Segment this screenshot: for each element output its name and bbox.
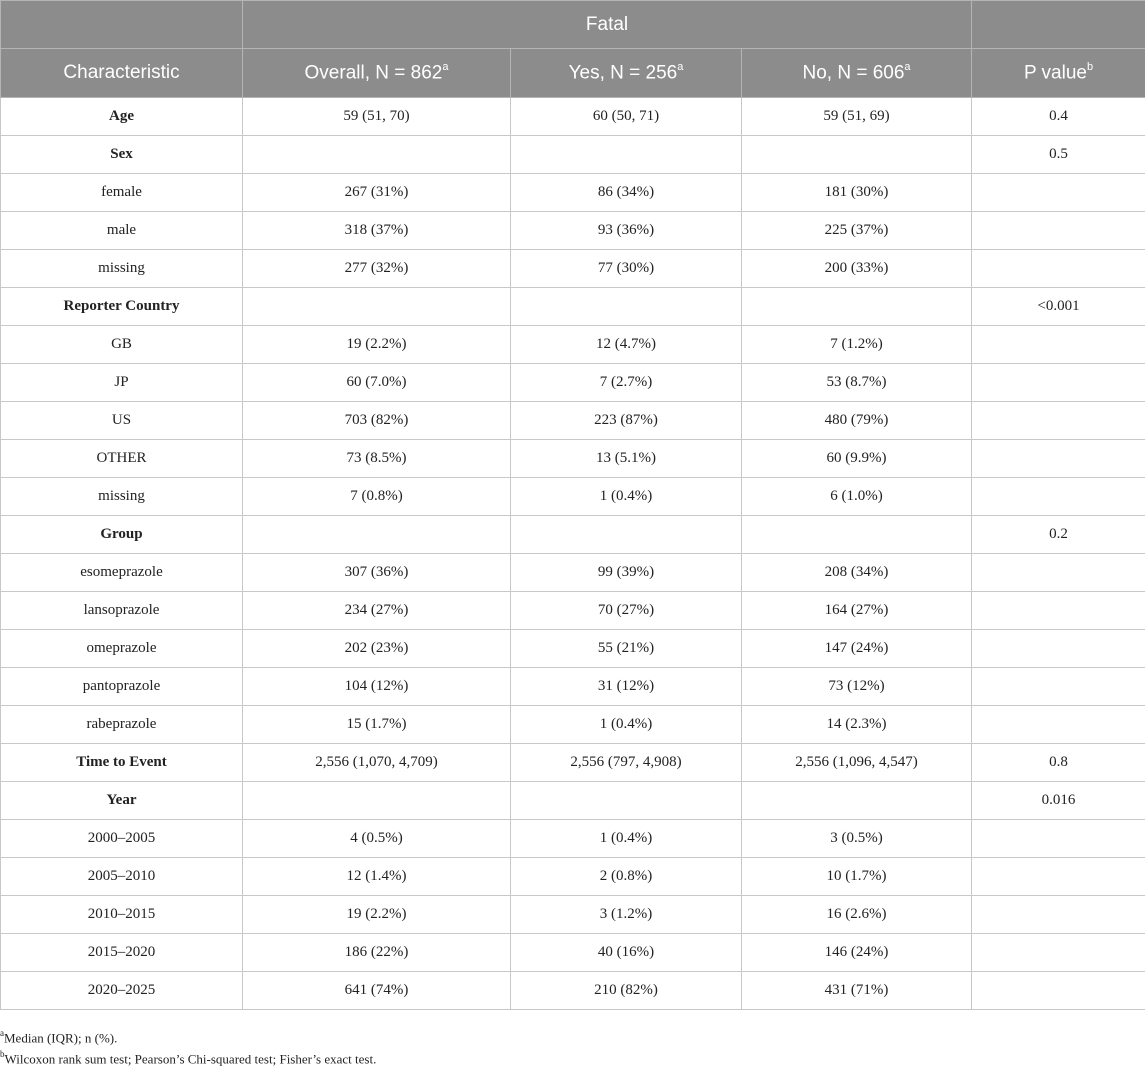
level-row [1,706,1145,744]
characteristic-cell: esomeprazole [1,554,243,592]
variable-row [1,516,1145,554]
overall-cell: 703 (82%) [243,402,511,440]
level-row [1,668,1145,706]
spanner-empty [972,1,1145,49]
overall-cell: 307 (36%) [243,554,511,592]
no-cell: 164 (27%) [742,592,972,630]
characteristic-cell: 2020–2025 [1,972,243,1010]
yes-cell [511,288,742,326]
overall-cell: 277 (32%) [243,250,511,288]
overall-cell: 234 (27%) [243,592,511,630]
footnote-marker: a [442,61,448,73]
characteristic-cell: Reporter Country [1,288,243,326]
yes-cell: 7 (2.7%) [511,364,742,402]
p-value-cell [972,934,1145,972]
p-value-cell [972,402,1145,440]
p-value-cell [972,972,1145,1010]
no-cell: 208 (34%) [742,554,972,592]
no-cell [742,288,972,326]
characteristic-cell: Time to Event [1,744,243,782]
yes-cell: 223 (87%) [511,402,742,440]
overall-cell: 60 (7.0%) [243,364,511,402]
yes-cell: 2,556 (797, 4,908) [511,744,742,782]
no-cell: 200 (33%) [742,250,972,288]
characteristic-cell: male [1,212,243,250]
overall-cell: 104 (12%) [243,668,511,706]
characteristic-cell: Group [1,516,243,554]
yes-cell: 70 (27%) [511,592,742,630]
yes-cell: 3 (1.2%) [511,896,742,934]
footnote-text: Median (IQR); n (%). [4,1030,117,1045]
yes-cell: 1 (0.4%) [511,820,742,858]
no-cell [742,136,972,174]
overall-cell: 2,556 (1,070, 4,709) [243,744,511,782]
column-header-label: Yes, N = 256 [569,62,678,83]
p-value-cell [972,858,1145,896]
overall-cell: 15 (1.7%) [243,706,511,744]
overall-cell [243,136,511,174]
no-cell: 2,556 (1,096, 4,547) [742,744,972,782]
footnotes [0,1024,1145,1066]
footnote [0,1045,1145,1066]
p-value-cell [972,440,1145,478]
characteristic-cell: 2000–2005 [1,820,243,858]
p-value-cell [972,250,1145,288]
yes-cell: 99 (39%) [511,554,742,592]
p-value-cell [972,820,1145,858]
column-header-characteristic [1,49,243,98]
column-header-overall [243,49,511,98]
level-row [1,478,1145,516]
column-header-label: P value [1024,62,1087,83]
no-cell: 14 (2.3%) [742,706,972,744]
overall-cell: 318 (37%) [243,212,511,250]
p-value-cell [972,212,1145,250]
variable-row [1,136,1145,174]
no-cell [742,516,972,554]
p-value-cell: 0.4 [972,98,1145,136]
yes-cell: 1 (0.4%) [511,706,742,744]
yes-cell: 210 (82%) [511,972,742,1010]
yes-cell: 55 (21%) [511,630,742,668]
p-value-cell [972,478,1145,516]
level-row [1,326,1145,364]
level-row [1,364,1145,402]
spanner-empty [1,1,243,49]
footnote-marker: a [677,61,683,73]
level-row [1,630,1145,668]
characteristic-cell: missing [1,478,243,516]
yes-cell: 13 (5.1%) [511,440,742,478]
fatal-spanner-header: Fatal [243,1,972,49]
overall-cell: 19 (2.2%) [243,326,511,364]
overall-cell: 186 (22%) [243,934,511,972]
overall-cell: 641 (74%) [243,972,511,1010]
no-cell: 225 (37%) [742,212,972,250]
footnote-marker: a [0,1028,4,1038]
no-cell: 480 (79%) [742,402,972,440]
characteristic-cell: JP [1,364,243,402]
level-row [1,934,1145,972]
characteristic-cell: US [1,402,243,440]
level-row [1,402,1145,440]
characteristic-cell: OTHER [1,440,243,478]
no-cell: 59 (51, 69) [742,98,972,136]
overall-cell: 7 (0.8%) [243,478,511,516]
variable-row [1,782,1145,820]
level-row [1,174,1145,212]
variable-row [1,288,1145,326]
characteristic-cell: rabeprazole [1,706,243,744]
overall-cell [243,516,511,554]
column-header-no [742,49,972,98]
overall-cell: 73 (8.5%) [243,440,511,478]
yes-cell [511,136,742,174]
overall-cell: 12 (1.4%) [243,858,511,896]
no-cell: 146 (24%) [742,934,972,972]
level-row [1,250,1145,288]
no-cell: 73 (12%) [742,668,972,706]
yes-cell [511,782,742,820]
overall-cell: 59 (51, 70) [243,98,511,136]
yes-cell: 60 (50, 71) [511,98,742,136]
p-value-cell: <0.001 [972,288,1145,326]
characteristic-cell: 2015–2020 [1,934,243,972]
p-value-cell [972,706,1145,744]
column-header-label: Overall, N = 862 [305,62,443,83]
no-cell [742,782,972,820]
yes-cell: 31 (12%) [511,668,742,706]
p-value-cell: 0.016 [972,782,1145,820]
p-value-cell [972,364,1145,402]
footnote-marker: a [904,61,910,73]
level-row [1,820,1145,858]
no-cell: 16 (2.6%) [742,896,972,934]
p-value-cell [972,668,1145,706]
overall-cell [243,288,511,326]
p-value-cell [972,592,1145,630]
characteristic-cell: 2005–2010 [1,858,243,896]
p-value-cell: 0.2 [972,516,1145,554]
no-cell: 147 (24%) [742,630,972,668]
footnote [0,1024,1145,1045]
overall-cell: 267 (31%) [243,174,511,212]
yes-cell: 2 (0.8%) [511,858,742,896]
variable-row [1,744,1145,782]
characteristic-cell: Sex [1,136,243,174]
no-cell: 6 (1.0%) [742,478,972,516]
characteristic-cell: female [1,174,243,212]
footnote-marker: b [0,1049,5,1059]
p-value-cell: 0.8 [972,744,1145,782]
no-cell: 10 (1.7%) [742,858,972,896]
column-header-label: Characteristic [63,62,179,83]
no-cell: 7 (1.2%) [742,326,972,364]
footnote-text: Wilcoxon rank sum test; Pearson’s Chi-squared test; Fisher’s exact test. [5,1051,377,1066]
level-row [1,896,1145,934]
characteristic-cell: pantoprazole [1,668,243,706]
overall-cell: 202 (23%) [243,630,511,668]
yes-cell: 12 (4.7%) [511,326,742,364]
footnote-marker: b [1087,61,1093,73]
characteristic-cell: 2010–2015 [1,896,243,934]
no-cell: 181 (30%) [742,174,972,212]
yes-cell: 40 (16%) [511,934,742,972]
no-cell: 53 (8.7%) [742,364,972,402]
characteristic-cell: Year [1,782,243,820]
p-value-cell [972,174,1145,212]
yes-cell: 93 (36%) [511,212,742,250]
level-row [1,858,1145,896]
column-header-yes [511,49,742,98]
level-row [1,592,1145,630]
yes-cell: 77 (30%) [511,250,742,288]
column-header-p-value [972,49,1145,98]
no-cell: 431 (71%) [742,972,972,1010]
level-row [1,440,1145,478]
p-value-cell [972,554,1145,592]
overall-cell: 19 (2.2%) [243,896,511,934]
p-value-cell: 0.5 [972,136,1145,174]
characteristic-cell: missing [1,250,243,288]
no-cell: 60 (9.9%) [742,440,972,478]
level-row [1,212,1145,250]
level-row [1,972,1145,1010]
variable-row [1,98,1145,136]
overall-cell: 4 (0.5%) [243,820,511,858]
characteristic-cell: lansoprazole [1,592,243,630]
p-value-cell [972,896,1145,934]
overall-cell [243,782,511,820]
level-row [1,554,1145,592]
characteristic-cell: GB [1,326,243,364]
column-header-label: No, N = 606 [802,62,904,83]
yes-cell: 86 (34%) [511,174,742,212]
characteristic-cell: Age [1,98,243,136]
p-value-cell [972,326,1145,364]
yes-cell: 1 (0.4%) [511,478,742,516]
p-value-cell [972,630,1145,668]
characteristic-cell: omeprazole [1,630,243,668]
no-cell: 3 (0.5%) [742,820,972,858]
yes-cell [511,516,742,554]
